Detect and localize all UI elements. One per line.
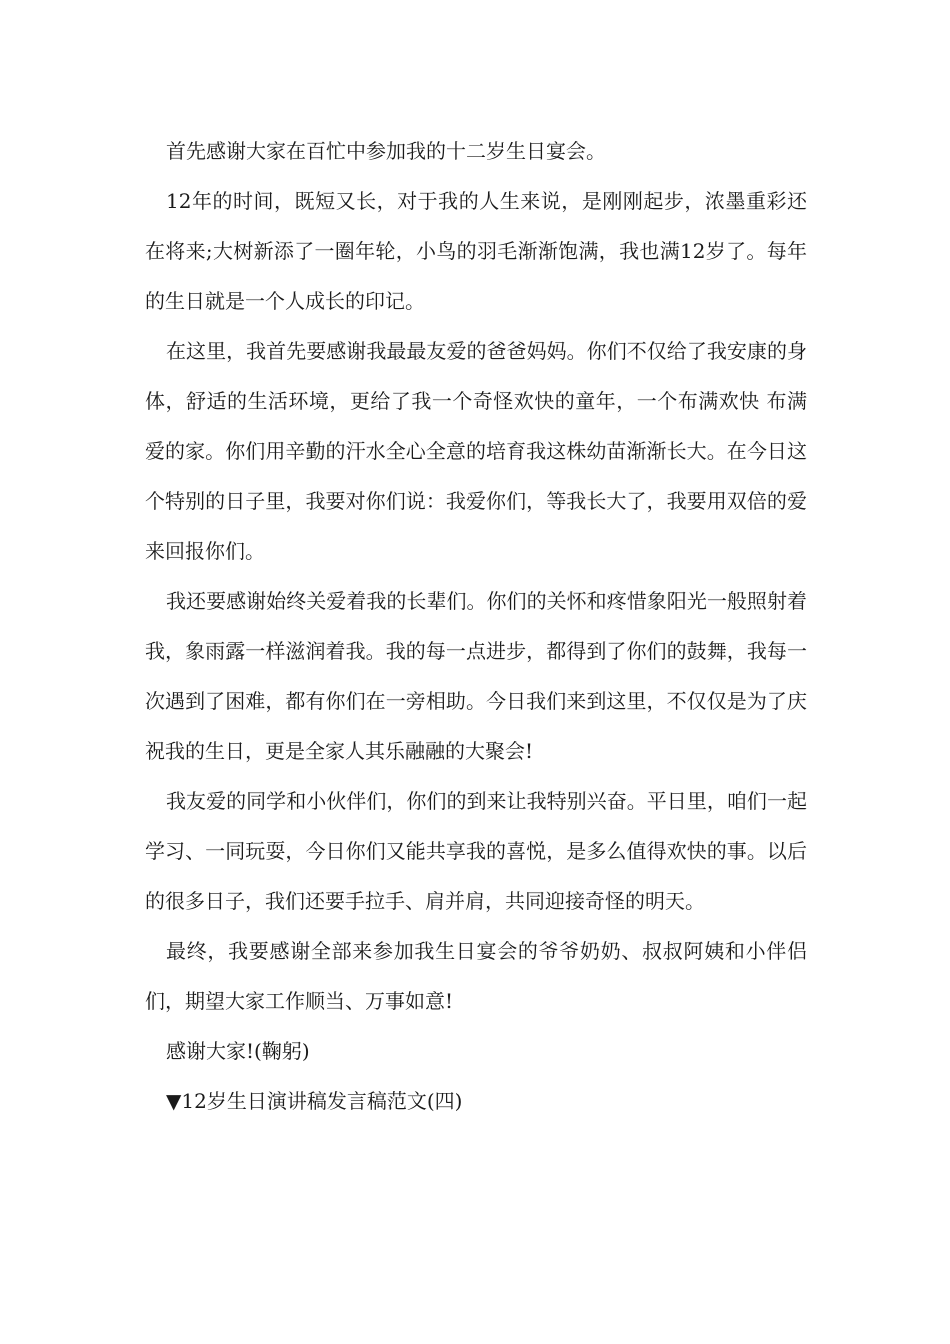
paragraph-thanks-elders: 我还要感谢始终关爱着我的长辈们。你们的关怀和疼惜象阳光一般照射着我，象雨露一样滋润着我。我的每一点进步，都得到了你们的鼓舞，我每一次遇到了困难，都有你们在一旁相助。今日我们来到这里，不仅仅是为了庆祝我的生日，更是全家人其乐融融的大聚会! <box>145 589 807 763</box>
paragraph-thanks-friends: 我友爱的同学和小伙伴们，你们的到来让我特别兴奋。平日里，咱们一起学习、一同玩耍，今日你们又能共享我的喜悦，是多么值得欢快的事。以后的很多日子，我们还要手拉手、肩并肩，共同迎接奇怪的明天。 <box>145 789 807 913</box>
paragraph-twelve-years: 12年的时间，既短又长，对于我的人生来说，是刚刚起步，浓墨重彩还在将来;大树新添了一圈年轮，小鸟的羽毛渐渐饱满，我也满12岁了。每年的生日就是一个人成长的印记。 <box>145 189 807 313</box>
document-body <box>145 126 807 1126</box>
section-heading-next-sample: ▼12岁生日演讲稿发言稿范文(四) <box>166 1089 463 1113</box>
paragraph-thanks-parents: 在这里，我首先要感谢我最最友爱的爸爸妈妈。你们不仅给了我安康的身体，舒适的生活环境，更给了我一个奇怪欢快的童年，一个布满欢快 布满爱的家。你们用辛勤的汗水全心全意的培育我这株幼苗渐渐长大。在今日这个特别的日子里，我要对你们说：我爱你们，等我长大了，我要用双倍的爱来回报你们。 <box>145 339 807 563</box>
paragraph-opening-thanks: 首先感谢大家在百忙中参加我的十二岁生日宴会。 <box>166 139 606 163</box>
paragraph-final-thanks: 最终，我要感谢全部来参加我生日宴会的爷爷奶奶、叔叔阿姨和小伴侣们，期望大家工作顺当、万事如意! <box>145 939 807 1013</box>
paragraph-closing-bow: 感谢大家!(鞠躬) <box>166 1039 310 1063</box>
